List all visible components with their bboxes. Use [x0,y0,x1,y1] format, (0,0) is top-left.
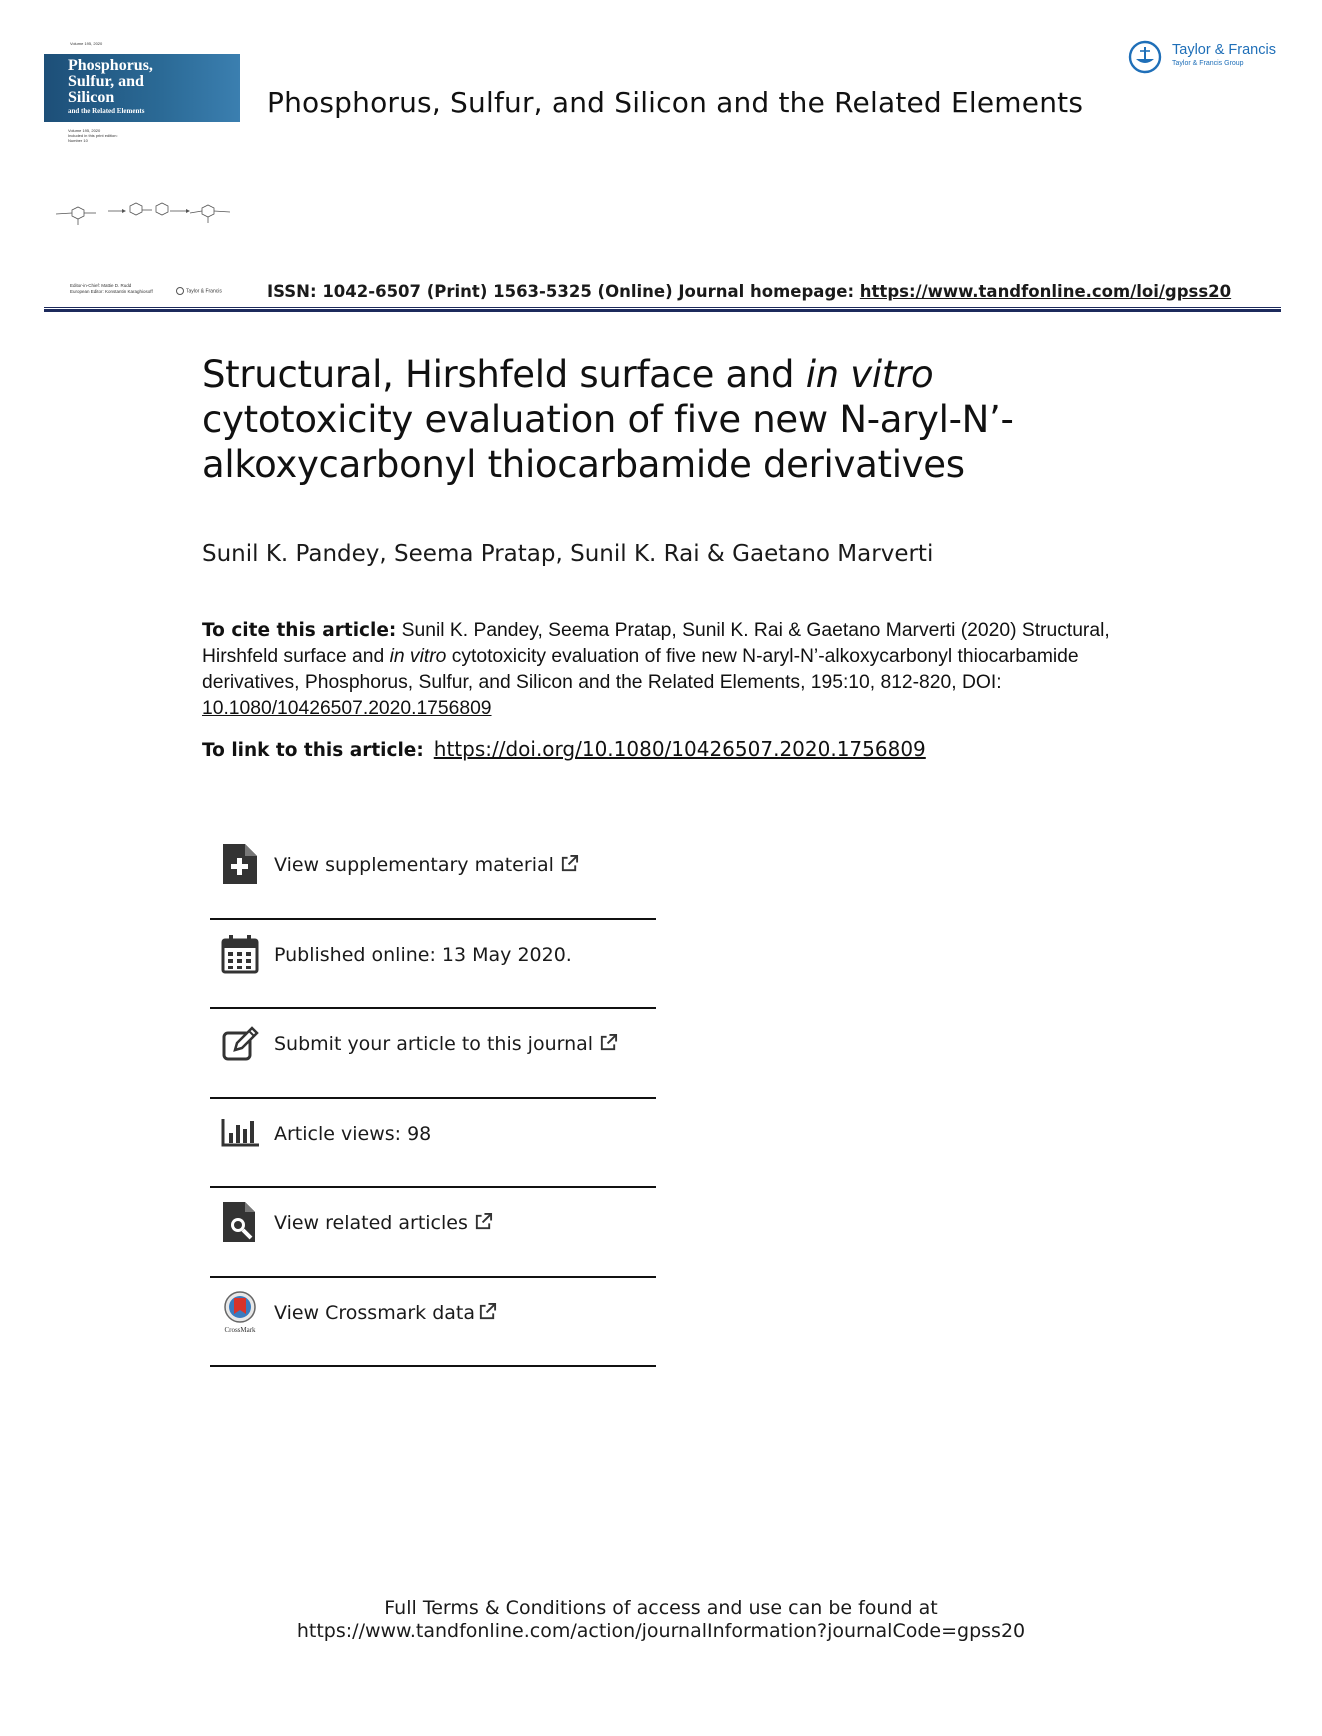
journal-cover-thumbnail [44,38,240,232]
edit-icon [221,1021,259,1065]
chemical-structure-illustration [52,198,236,228]
supplementary-link[interactable] [274,854,579,876]
article-title-part2: cytotoxicity evaluation of five new N-aryl-N’-alkoxycarbonyl thiocarbamide derivatives [202,398,1014,486]
list-item-views [210,1099,656,1189]
list-item-supplementary[interactable] [210,830,656,920]
header-divider-thick [44,309,1281,312]
cover-meta-line: Number 10 [68,138,88,143]
external-link-icon [478,1302,497,1321]
list-item-crossmark[interactable] [210,1278,656,1368]
citation-block [202,618,1162,722]
article-link-line [202,737,926,761]
bar-chart-icon [221,1111,259,1155]
terms-footer [0,1597,1322,1643]
supplementary-file-icon [221,842,259,886]
cover-volume: Volume 195, 2020 [70,41,103,46]
cover-top-line [44,38,240,54]
published-date: Published online: 13 May 2020. [274,943,572,966]
cover-publisher-mark [176,287,222,295]
header-divider-thin [44,307,1281,308]
submit-article-link[interactable] [274,1033,618,1055]
publisher-group: Taylor & Francis Group [1172,60,1244,67]
crossmark-label: View Crossmark data [274,1301,476,1324]
list-item-submit[interactable] [210,1009,656,1099]
external-link-icon [474,1212,493,1231]
doi-link[interactable]: 10.1080/10426507.2020.1756809 [202,698,492,719]
crossmark-link[interactable] [274,1302,497,1324]
citation-label: To cite this article: [202,620,397,641]
article-title-italic: in vitro [805,353,934,396]
crossmark-icon [221,1290,259,1334]
cover-meta-line: Volume 195, 2020 [68,128,101,133]
publisher-name: Taylor & Francis [1172,42,1276,58]
cover-editor-line: Editor-in-Chief: Mattie D. Rudd [70,283,132,288]
supplementary-label: View supplementary material [274,854,554,876]
cover-meta [68,128,118,143]
list-item-published [210,920,656,1010]
citation-text-part2: cytotoxicity evaluation of five new N-aryl-N’-alkoxycarbonyl thiocarbamide derivatives, Phosphorus, Sulfur, and Silicon and the Related Elements, 195:10, 812-820, DOI: [202,646,1079,693]
journal-homepage-link[interactable]: https://www.tandfonline.com/loi/gpss20 [859,282,1232,301]
issn-line [267,282,1231,301]
external-link-icon [560,854,579,873]
cover-meta-line: Included in this print edition: [68,133,118,138]
related-articles-link[interactable] [274,1212,493,1234]
article-title-part1: Structural, Hirshfeld surface and [202,353,806,396]
citation-text-italic: in vitro [389,646,447,667]
external-link-icon [599,1033,618,1052]
terms-footer-url[interactable]: https://www.tandfonline.com/action/journalInformation?journalCode=gpss20 [296,1620,1026,1642]
terms-footer-text: Full Terms & Conditions of access and use can be found at [384,1597,938,1619]
mini-publisher-name: Taylor & Francis [186,288,222,295]
cover-editor-line: European Editor: Konstantin Karaghiosoff [70,289,153,294]
related-articles-label: View related articles [274,1212,468,1234]
article-doi-url-link[interactable]: https://doi.org/10.1080/10426507.2020.1756809 [433,737,926,761]
cover-subtitle: and the Related Elements [68,107,145,115]
submit-article-label: Submit your article to this journal [274,1033,594,1055]
cover-title: Phosphorus, Sulfur, and Silicon [68,57,153,106]
calendar-icon [221,932,259,976]
mini-publisher-icon [176,287,184,295]
cover-editors [70,283,153,295]
citation-text-part1: Sunil K. Pandey, Seema Pratap, Sunil K. Rai & Gaetano Marverti (2020) Structural, Hirshfeld surface and [202,620,1110,667]
article-title [202,352,1082,487]
article-authors: Sunil K. Pandey, Seema Pratap, Sunil K. Rai & Gaetano Marverti [202,541,934,567]
article-views: Article views: 98 [274,1122,432,1145]
journal-title: Phosphorus, Sulfur, and Silicon and the Related Elements [267,86,1084,119]
article-link-label: To link to this article: [202,740,424,761]
crossmark-icon-label: CrossMark [224,1325,256,1334]
cover-title-band [44,54,240,122]
document-search-icon [221,1200,259,1244]
issn-text: ISSN: 1042-6507 (Print) 1563-5325 (Online) Journal homepage: [267,282,860,301]
article-info-list [210,830,656,1367]
list-item-related[interactable] [210,1188,656,1278]
